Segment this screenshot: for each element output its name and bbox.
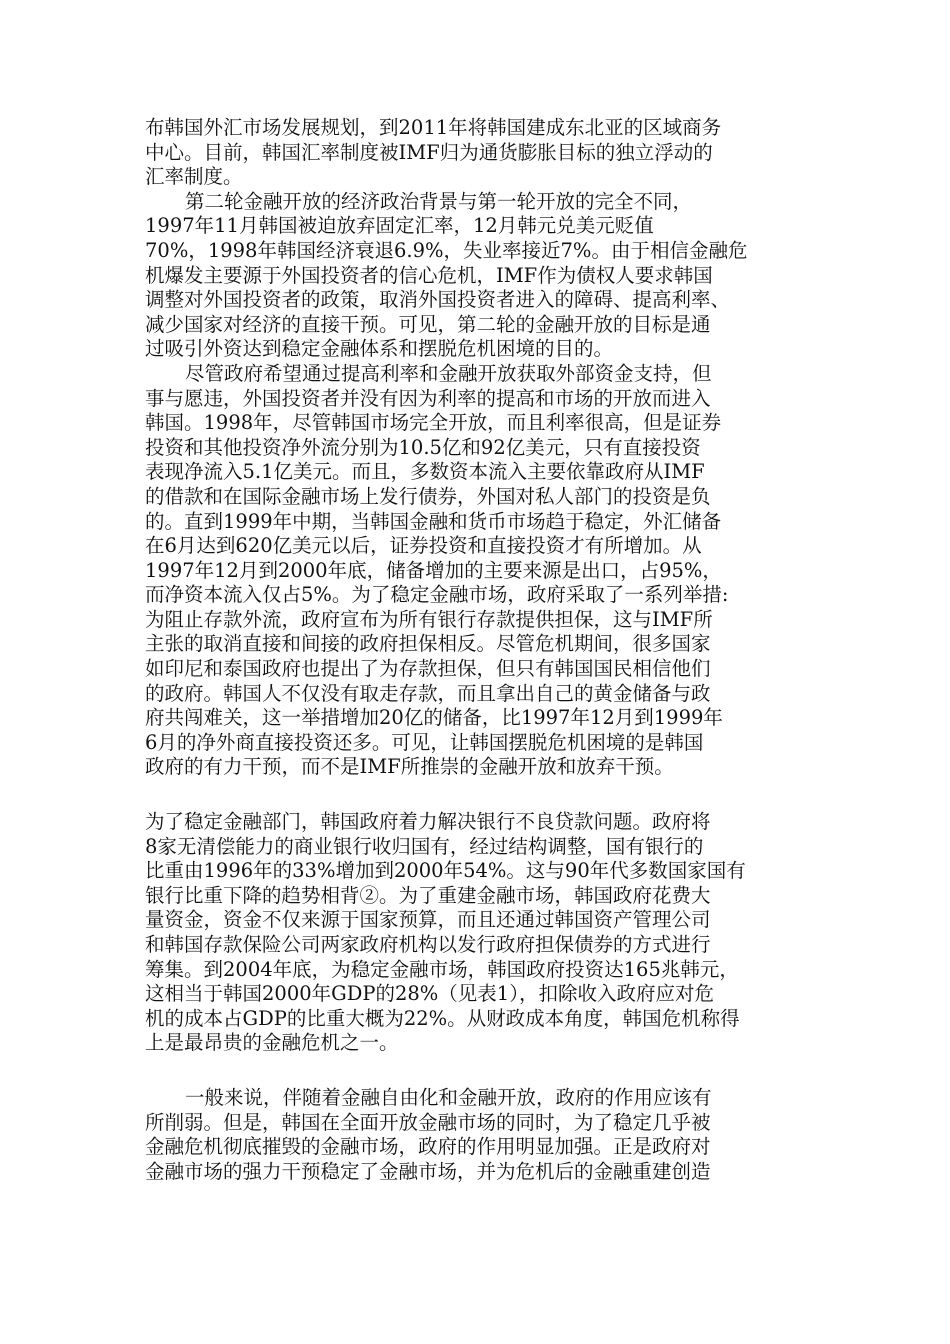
text-line: 府共闯难关，这一举措增加20亿的储备，比1997年12月到1999年 <box>145 706 723 730</box>
text-line: 1997年11月韩国被迫放弃固定汇率，12月韩元兑美元贬值 <box>145 214 654 238</box>
text-line: 一般来说，伴随着金融自由化和金融开放，政府的作用应该有 <box>185 1085 712 1109</box>
text-line: 的政府。韩国人不仅没有取走存款，而且拿出自己的黄金储备与政 <box>145 681 711 705</box>
text-line: 比重由1996年的33%增加到2000年54%。这与90年代多数国家国有 <box>145 859 746 883</box>
text-line: 8家无清偿能力的商业银行收归国有，经过结构调整，国有银行的 <box>145 834 704 858</box>
paragraph-gap <box>145 1056 810 1086</box>
text-line: 所削弱。但是，韩国在全面开放金融市场的同时，为了稳定几乎被 <box>145 1110 711 1134</box>
text-line: 过吸引外资达到稳定金融体系和摆脱危机困境的目的。 <box>145 337 614 361</box>
text-line: 机爆发主要源于外国投资者的信心危机，IMF作为债权人要求韩国 <box>145 263 713 287</box>
text-line: 中心。目前，韩国汇率制度被IMF归为通货膨胀目标的独立浮动的 <box>145 140 713 164</box>
text-line: 这相当于韩国2000年GDP的28%（见表1），扣除收入政府应对危 <box>145 982 714 1006</box>
text-line: 而净资本流入仅占5%。为了稳定金融市场，政府采取了一系列举措: <box>145 583 729 607</box>
text-line: 为阻止存款外流，政府宣布为所有银行存款提供担保，这与IMF所 <box>145 607 713 631</box>
text-line: 政府的有力干预，而不是IMF所推崇的金融开放和放弃干预。 <box>145 755 674 779</box>
text-line: 布韩国外汇市场发展规划，到2011年将韩国建成东北亚的区域商务 <box>145 116 722 139</box>
text-line: 筹集。到2004年底，为稳定金融市场，韩国政府投资达165兆韩元， <box>145 957 739 981</box>
text-line: 上是最昂贵的金融危机之一。 <box>145 1031 399 1055</box>
text-line: 减少国家对经济的直接干预。可见，第二轮的金融开放的目标是通 <box>145 312 711 336</box>
text-line: 表现净流入5.1亿美元。而且，多数资本流入主要依靠政府从IMF <box>145 460 705 484</box>
text-line: 70%，1998年韩国经济衰退6.9%，失业率接近7%。由于相信金融危 <box>145 238 748 262</box>
text-line: 和韩国存款保险公司两家政府机构以发行政府担保债券的方式进行 <box>145 933 711 956</box>
paragraph-financial-sector-stabilization <box>145 810 810 1056</box>
text-line: 第二轮金融开放的经济政治背景与第一轮开放的完全不同， <box>185 189 693 213</box>
paragraph-gap <box>145 780 810 810</box>
text-line: 在6月达到620亿美元以后，证券投资和直接投资才有所增加。从 <box>145 534 702 558</box>
text-line: 投资和其他投资净外流分别为10.5亿和92亿美元，只有直接投资 <box>145 435 701 459</box>
text-line: 机的成本占GDP的比重大概为22%。从财政成本角度，韩国危机称得 <box>145 1006 740 1030</box>
text-line: 银行比重下降的趋势相背②。为了重建金融市场，韩国政府花费大 <box>145 883 711 907</box>
paragraph-government-intervention <box>145 362 810 780</box>
text-line: 的借款和在国际金融市场上发行债券，外国对私人部门的投资是负 <box>145 484 711 508</box>
text-line: 汇率制度。 <box>145 165 243 189</box>
text-line: 6月的净外商直接投资还多。可见，让韩国摆脱危机困境的是韩国 <box>145 730 704 754</box>
text-line: 1997年12月到2000年底，储备增加的主要来源是出口，占95%， <box>145 558 722 582</box>
paragraph-exchange-market-plan <box>145 116 810 190</box>
text-line: 尽管政府希望通过提高利率和金融开放获取外部资金支持，但 <box>185 361 712 385</box>
text-line: 调整对外国投资者的政策，取消外国投资者进入的障碍、提高利率、 <box>145 288 731 312</box>
text-line: 金融危机彻底摧毁的金融市场，政府的作用明显加强。正是政府对 <box>145 1135 711 1159</box>
text-line: 事与愿违，外国投资者并没有因为利率的提高和市场的开放而进入 <box>145 386 711 410</box>
paragraph-government-role <box>145 1086 810 1184</box>
text-line: 韩国。1998年，尽管韩国市场完全开放，而且利率很高，但是证券 <box>145 411 722 435</box>
text-line: 金融市场的强力干预稳定了金融市场，并为危机后的金融重建创造 <box>145 1159 711 1183</box>
text-line: 主张的取消直接和间接的政府担保相反。尽管危机期间，很多国家 <box>145 632 711 656</box>
paragraph-second-round-opening <box>145 190 810 362</box>
text-line: 为了稳定金融部门，韩国政府着力解决银行不良贷款问题。政府将 <box>145 810 711 834</box>
document-page <box>145 116 810 1184</box>
text-line: 量资金，资金不仅来源于国家预算，而且还通过韩国资产管理公司 <box>145 908 711 932</box>
text-line: 的。直到1999年中期，当韩国金融和货币市场趋于稳定，外汇储备 <box>145 509 722 533</box>
text-line: 如印尼和泰国政府也提出了为存款担保，但只有韩国国民相信他们 <box>145 657 711 681</box>
